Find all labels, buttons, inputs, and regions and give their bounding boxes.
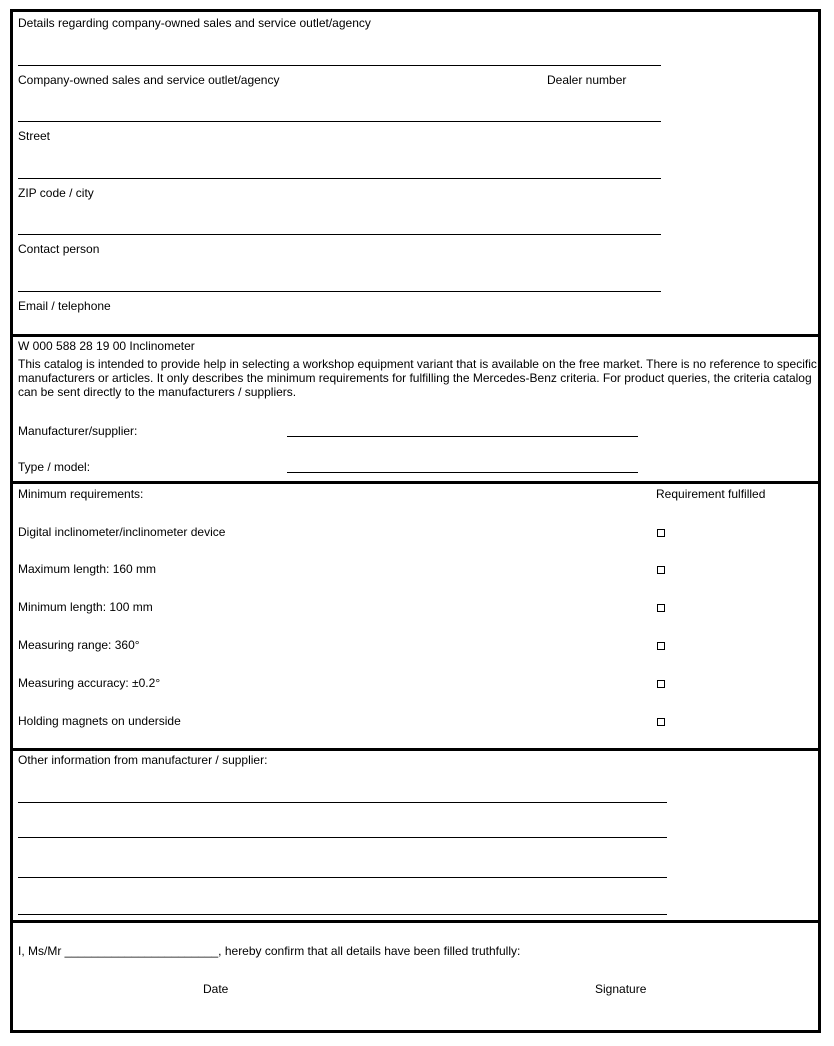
product-title: W 000 588 28 19 00 Inclinometer [18,339,195,353]
outlet-heading: Details regarding company-owned sales and service outlet/agency [18,16,371,30]
product-description: This catalog is intended to provide help in selecting a workshop equipment variant that is available on the free market. There is no reference to specific manufacturers or articles. It only describes the minimum requirements for fulfilling the Mercedes-Benz criteria. For product queries, the criteria catalog can be sent directly to the manufacturers / suppliers. [18,357,817,399]
requirement-checkbox[interactable] [657,642,665,650]
other-info-section [13,748,818,920]
email-telephone-label: Email / telephone [18,299,111,313]
type-model-label: Type / model: [18,460,91,474]
signature-label: Signature [595,982,647,996]
requirement-checkbox[interactable] [657,566,665,574]
manufacturer-label: Manufacturer/supplier: [18,424,138,438]
requirements-heading: Minimum requirements: [18,487,144,501]
signature-input-line[interactable] [552,1030,689,1031]
outlet-section [13,12,818,334]
requirement-checkbox[interactable] [657,604,665,612]
other-info-line[interactable] [18,914,667,915]
confirmation-section [13,920,818,1030]
confirmation-prefix: I, Ms/Mr [18,944,62,958]
name-blank[interactable]: _______________________ [64,944,219,958]
fulfilled-heading: Requirement fulfilled [656,487,766,501]
requirement-item: Measuring range: 360° [18,638,140,652]
requirements-section [13,481,818,748]
zip-city-label: ZIP code / city [18,186,94,200]
requirement-item: Maximum length: 160 mm [18,562,157,576]
other-info-line[interactable] [18,877,667,878]
contact-person-label: Contact person [18,242,100,256]
requirement-item: Digital inclinometer/inclinometer device [18,525,226,539]
other-info-heading: Other information from manufacturer / supplier: [18,753,268,767]
email-input-line[interactable] [18,291,661,292]
requirement-item: Holding magnets on underside [18,714,181,728]
street-label: Street [18,129,51,143]
requirement-item: Measuring accuracy: ±0.2° [18,676,161,690]
dealer-number-label: Dealer number [547,73,627,87]
type-model-input-line[interactable] [287,472,638,473]
confirmation-text [18,944,520,958]
zip-city-input-line[interactable] [18,178,661,179]
date-input-line[interactable] [147,1030,284,1031]
other-info-line[interactable] [18,837,667,838]
requirement-item: Minimum length: 100 mm [18,600,153,614]
contact-input-line[interactable] [18,234,661,235]
product-section [13,334,818,481]
form-frame [10,9,821,1033]
requirement-checkbox[interactable] [657,529,665,537]
other-info-line[interactable] [18,802,667,803]
confirmation-suffix: , hereby confirm that all details have been filled truthfully: [218,944,521,958]
manufacturer-input-line[interactable] [287,436,638,437]
street-input-line[interactable] [18,121,661,122]
date-label: Date [203,982,229,996]
requirement-checkbox[interactable] [657,718,665,726]
outlet-label: Company-owned sales and service outlet/agency [18,73,280,87]
outlet-input-line[interactable] [18,65,661,66]
requirement-checkbox[interactable] [657,680,665,688]
